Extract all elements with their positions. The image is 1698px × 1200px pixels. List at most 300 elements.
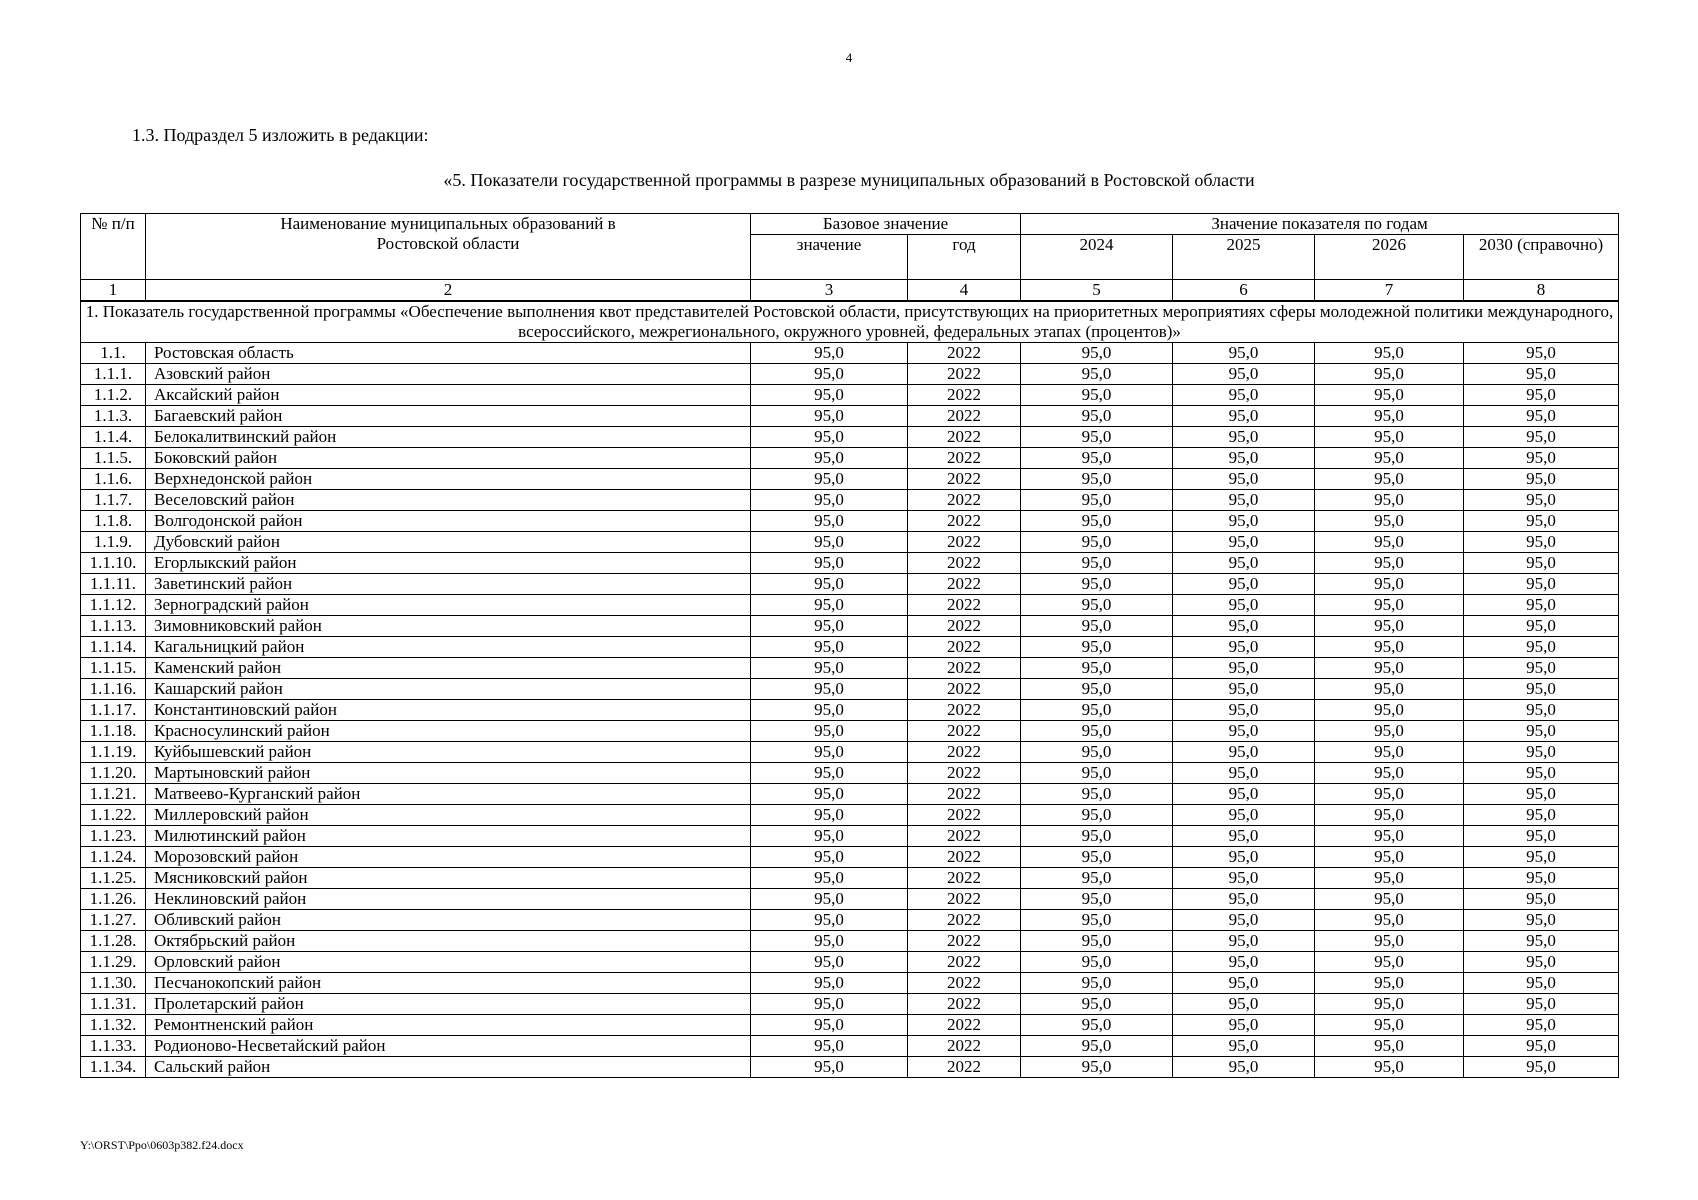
table-row bbox=[81, 532, 1619, 553]
value-2025: 95,0 bbox=[1173, 868, 1315, 889]
table-row bbox=[81, 805, 1619, 826]
municipality-name: Белокалитвинский район bbox=[146, 427, 751, 448]
row-number: 1.1.34. bbox=[81, 1057, 146, 1078]
value-2024: 95,0 bbox=[1021, 1015, 1173, 1036]
municipality-name: Верхнедонской район bbox=[146, 469, 751, 490]
table-row bbox=[81, 826, 1619, 847]
header-name: Наименование муниципальных образований в Ростовской области bbox=[146, 214, 751, 280]
value-2024: 95,0 bbox=[1021, 952, 1173, 973]
base-year: 2022 bbox=[908, 910, 1021, 931]
base-year: 2022 bbox=[908, 973, 1021, 994]
value-2030: 95,0 bbox=[1464, 1057, 1619, 1078]
table-body bbox=[81, 214, 1619, 1078]
value-2030: 95,0 bbox=[1464, 427, 1619, 448]
base-year: 2022 bbox=[908, 805, 1021, 826]
value-2025: 95,0 bbox=[1173, 343, 1315, 364]
value-2026: 95,0 bbox=[1315, 1036, 1464, 1057]
column-numbers-row bbox=[81, 280, 1619, 302]
row-number: 1.1.5. bbox=[81, 448, 146, 469]
value-2025: 95,0 bbox=[1173, 574, 1315, 595]
value-2026: 95,0 bbox=[1315, 784, 1464, 805]
base-value: 95,0 bbox=[751, 406, 908, 427]
value-2030: 95,0 bbox=[1464, 805, 1619, 826]
municipality-name: Октябрьский район bbox=[146, 931, 751, 952]
value-2024: 95,0 bbox=[1021, 658, 1173, 679]
value-2024: 95,0 bbox=[1021, 742, 1173, 763]
row-number: 1.1.4. bbox=[81, 427, 146, 448]
value-2026: 95,0 bbox=[1315, 595, 1464, 616]
municipality-name: Сальский район bbox=[146, 1057, 751, 1078]
value-2030: 95,0 bbox=[1464, 700, 1619, 721]
municipality-name: Боковский район bbox=[146, 448, 751, 469]
value-2024: 95,0 bbox=[1021, 637, 1173, 658]
value-2026: 95,0 bbox=[1315, 742, 1464, 763]
base-year: 2022 bbox=[908, 532, 1021, 553]
base-value: 95,0 bbox=[751, 1057, 908, 1078]
base-value: 95,0 bbox=[751, 700, 908, 721]
base-year: 2022 bbox=[908, 826, 1021, 847]
header-by-years: Значение показателя по годам bbox=[1021, 214, 1619, 235]
row-number: 1.1.2. bbox=[81, 385, 146, 406]
value-2025: 95,0 bbox=[1173, 448, 1315, 469]
base-value: 95,0 bbox=[751, 469, 908, 490]
municipality-name: Зерноградский район bbox=[146, 595, 751, 616]
value-2024: 95,0 bbox=[1021, 490, 1173, 511]
base-year: 2022 bbox=[908, 385, 1021, 406]
header-row-1 bbox=[81, 214, 1619, 235]
header-base: Базовое значение bbox=[751, 214, 1021, 235]
base-value: 95,0 bbox=[751, 889, 908, 910]
row-number: 1.1.26. bbox=[81, 889, 146, 910]
row-number: 1.1.12. bbox=[81, 595, 146, 616]
table-row bbox=[81, 364, 1619, 385]
row-number: 1.1.9. bbox=[81, 532, 146, 553]
value-2024: 95,0 bbox=[1021, 868, 1173, 889]
base-year: 2022 bbox=[908, 889, 1021, 910]
value-2026: 95,0 bbox=[1315, 469, 1464, 490]
base-value: 95,0 bbox=[751, 784, 908, 805]
base-year: 2022 bbox=[908, 1015, 1021, 1036]
table-row bbox=[81, 637, 1619, 658]
value-2030: 95,0 bbox=[1464, 364, 1619, 385]
row-number: 1.1.18. bbox=[81, 721, 146, 742]
row-number: 1.1.7. bbox=[81, 490, 146, 511]
value-2026: 95,0 bbox=[1315, 616, 1464, 637]
table-row bbox=[81, 742, 1619, 763]
value-2026: 95,0 bbox=[1315, 532, 1464, 553]
value-2030: 95,0 bbox=[1464, 742, 1619, 763]
row-number: 1.1.17. bbox=[81, 700, 146, 721]
value-2026: 95,0 bbox=[1315, 805, 1464, 826]
value-2026: 95,0 bbox=[1315, 700, 1464, 721]
base-year: 2022 bbox=[908, 511, 1021, 532]
value-2025: 95,0 bbox=[1173, 889, 1315, 910]
row-number: 1.1.13. bbox=[81, 616, 146, 637]
municipality-name: Азовский район bbox=[146, 364, 751, 385]
value-2030: 95,0 bbox=[1464, 343, 1619, 364]
municipality-name: Егорлыкский район bbox=[146, 553, 751, 574]
value-2024: 95,0 bbox=[1021, 847, 1173, 868]
value-2026: 95,0 bbox=[1315, 952, 1464, 973]
value-2025: 95,0 bbox=[1173, 658, 1315, 679]
row-number: 1.1.8. bbox=[81, 511, 146, 532]
row-number: 1.1.29. bbox=[81, 952, 146, 973]
value-2024: 95,0 bbox=[1021, 595, 1173, 616]
base-year: 2022 bbox=[908, 364, 1021, 385]
value-2030: 95,0 bbox=[1464, 406, 1619, 427]
municipality-name: Мясниковский район bbox=[146, 868, 751, 889]
base-value: 95,0 bbox=[751, 595, 908, 616]
value-2026: 95,0 bbox=[1315, 889, 1464, 910]
row-number: 1.1.31. bbox=[81, 994, 146, 1015]
value-2024: 95,0 bbox=[1021, 973, 1173, 994]
municipality-name: Мартыновский район bbox=[146, 763, 751, 784]
base-value: 95,0 bbox=[751, 805, 908, 826]
table-row bbox=[81, 595, 1619, 616]
base-year: 2022 bbox=[908, 679, 1021, 700]
base-year: 2022 bbox=[908, 616, 1021, 637]
value-2026: 95,0 bbox=[1315, 868, 1464, 889]
row-number: 1.1.15. bbox=[81, 658, 146, 679]
table-row bbox=[81, 658, 1619, 679]
row-number: 1.1.21. bbox=[81, 784, 146, 805]
section-title: «5. Показатели государственной программы в разрезе муниципальных образований в Ростовской области bbox=[443, 170, 1255, 190]
municipality-name: Зимовниковский район bbox=[146, 616, 751, 637]
value-2030: 95,0 bbox=[1464, 574, 1619, 595]
value-2024: 95,0 bbox=[1021, 784, 1173, 805]
value-2024: 95,0 bbox=[1021, 385, 1173, 406]
base-value: 95,0 bbox=[751, 931, 908, 952]
column-number: 7 bbox=[1315, 280, 1464, 302]
value-2024: 95,0 bbox=[1021, 931, 1173, 952]
column-number: 4 bbox=[908, 280, 1021, 302]
municipality-name: Заветинский район bbox=[146, 574, 751, 595]
table-row bbox=[81, 448, 1619, 469]
table-row bbox=[81, 994, 1619, 1015]
value-2024: 95,0 bbox=[1021, 721, 1173, 742]
value-2024: 95,0 bbox=[1021, 469, 1173, 490]
municipality-name: Веселовский район bbox=[146, 490, 751, 511]
base-year: 2022 bbox=[908, 553, 1021, 574]
base-year: 2022 bbox=[908, 406, 1021, 427]
municipality-name: Пролетарский район bbox=[146, 994, 751, 1015]
value-2030: 95,0 bbox=[1464, 763, 1619, 784]
value-2030: 95,0 bbox=[1464, 595, 1619, 616]
value-2030: 95,0 bbox=[1464, 826, 1619, 847]
table-row bbox=[81, 1015, 1619, 1036]
value-2026: 95,0 bbox=[1315, 931, 1464, 952]
value-2024: 95,0 bbox=[1021, 994, 1173, 1015]
municipality-name: Каменский район bbox=[146, 658, 751, 679]
value-2025: 95,0 bbox=[1173, 847, 1315, 868]
value-2025: 95,0 bbox=[1173, 553, 1315, 574]
base-year: 2022 bbox=[908, 490, 1021, 511]
municipality-name: Миллеровский район bbox=[146, 805, 751, 826]
row-number: 1.1.33. bbox=[81, 1036, 146, 1057]
base-value: 95,0 bbox=[751, 385, 908, 406]
value-2026: 95,0 bbox=[1315, 637, 1464, 658]
base-year: 2022 bbox=[908, 427, 1021, 448]
row-number: 1.1.28. bbox=[81, 931, 146, 952]
indicator-section-title: 1. Показатель государственной программы «Обеспечение выполнения квот представителей Ростовской области, присутствующих на приоритетных мероприятиях сферы молодежной политики международного, всероссийского, межрегионального, окружного уровней, федеральных этапах (процентов)» bbox=[81, 301, 1619, 343]
row-number: 1.1.25. bbox=[81, 868, 146, 889]
value-2030: 95,0 bbox=[1464, 679, 1619, 700]
table-row bbox=[81, 784, 1619, 805]
table-row bbox=[81, 385, 1619, 406]
value-2025: 95,0 bbox=[1173, 805, 1315, 826]
municipality-name: Красносулинский район bbox=[146, 721, 751, 742]
value-2030: 95,0 bbox=[1464, 994, 1619, 1015]
value-2025: 95,0 bbox=[1173, 595, 1315, 616]
value-2030: 95,0 bbox=[1464, 910, 1619, 931]
value-2030: 95,0 bbox=[1464, 973, 1619, 994]
base-value: 95,0 bbox=[751, 637, 908, 658]
table-row bbox=[81, 700, 1619, 721]
value-2025: 95,0 bbox=[1173, 469, 1315, 490]
row-number: 1.1.23. bbox=[81, 826, 146, 847]
table-row bbox=[81, 889, 1619, 910]
base-value: 95,0 bbox=[751, 574, 908, 595]
value-2030: 95,0 bbox=[1464, 637, 1619, 658]
value-2030: 95,0 bbox=[1464, 658, 1619, 679]
column-number: 5 bbox=[1021, 280, 1173, 302]
value-2030: 95,0 bbox=[1464, 553, 1619, 574]
value-2025: 95,0 bbox=[1173, 784, 1315, 805]
value-2026: 95,0 bbox=[1315, 658, 1464, 679]
municipality-name: Ростовская область bbox=[146, 343, 751, 364]
base-year: 2022 bbox=[908, 1057, 1021, 1078]
value-2030: 95,0 bbox=[1464, 1015, 1619, 1036]
municipality-name: Волгодонской район bbox=[146, 511, 751, 532]
table-row bbox=[81, 616, 1619, 637]
base-year: 2022 bbox=[908, 469, 1021, 490]
table-row bbox=[81, 469, 1619, 490]
base-value: 95,0 bbox=[751, 448, 908, 469]
value-2026: 95,0 bbox=[1315, 679, 1464, 700]
table-row bbox=[81, 553, 1619, 574]
value-2026: 95,0 bbox=[1315, 364, 1464, 385]
value-2025: 95,0 bbox=[1173, 427, 1315, 448]
value-2025: 95,0 bbox=[1173, 721, 1315, 742]
value-2026: 95,0 bbox=[1315, 553, 1464, 574]
base-value: 95,0 bbox=[751, 616, 908, 637]
base-year: 2022 bbox=[908, 448, 1021, 469]
value-2030: 95,0 bbox=[1464, 490, 1619, 511]
base-value: 95,0 bbox=[751, 511, 908, 532]
base-year: 2022 bbox=[908, 574, 1021, 595]
value-2025: 95,0 bbox=[1173, 931, 1315, 952]
value-2030: 95,0 bbox=[1464, 448, 1619, 469]
value-2025: 95,0 bbox=[1173, 742, 1315, 763]
table-row bbox=[81, 574, 1619, 595]
value-2025: 95,0 bbox=[1173, 994, 1315, 1015]
table-row bbox=[81, 868, 1619, 889]
table-row bbox=[81, 973, 1619, 994]
value-2024: 95,0 bbox=[1021, 889, 1173, 910]
value-2025: 95,0 bbox=[1173, 763, 1315, 784]
municipality-name: Милютинский район bbox=[146, 826, 751, 847]
value-2026: 95,0 bbox=[1315, 490, 1464, 511]
row-number: 1.1.22. bbox=[81, 805, 146, 826]
municipality-name: Багаевский район bbox=[146, 406, 751, 427]
row-number: 1.1.27. bbox=[81, 910, 146, 931]
value-2025: 95,0 bbox=[1173, 637, 1315, 658]
value-2026: 95,0 bbox=[1315, 910, 1464, 931]
value-2026: 95,0 bbox=[1315, 994, 1464, 1015]
table-row bbox=[81, 910, 1619, 931]
base-year: 2022 bbox=[908, 931, 1021, 952]
value-2025: 95,0 bbox=[1173, 1057, 1315, 1078]
intro-paragraph: 1.3. Подраздел 5 изложить в редакции: bbox=[132, 125, 429, 145]
value-2025: 95,0 bbox=[1173, 1015, 1315, 1036]
value-2024: 95,0 bbox=[1021, 574, 1173, 595]
value-2030: 95,0 bbox=[1464, 889, 1619, 910]
base-value: 95,0 bbox=[751, 763, 908, 784]
base-year: 2022 bbox=[908, 700, 1021, 721]
value-2024: 95,0 bbox=[1021, 553, 1173, 574]
value-2026: 95,0 bbox=[1315, 763, 1464, 784]
base-value: 95,0 bbox=[751, 658, 908, 679]
value-2024: 95,0 bbox=[1021, 511, 1173, 532]
municipality-name: Орловский район bbox=[146, 952, 751, 973]
row-number: 1.1.3. bbox=[81, 406, 146, 427]
value-2030: 95,0 bbox=[1464, 952, 1619, 973]
row-number: 1.1.14. bbox=[81, 637, 146, 658]
value-2026: 95,0 bbox=[1315, 847, 1464, 868]
value-2025: 95,0 bbox=[1173, 511, 1315, 532]
value-2024: 95,0 bbox=[1021, 448, 1173, 469]
value-2025: 95,0 bbox=[1173, 679, 1315, 700]
municipality-name: Ремонтненский район bbox=[146, 1015, 751, 1036]
value-2030: 95,0 bbox=[1464, 784, 1619, 805]
base-year: 2022 bbox=[908, 721, 1021, 742]
municipality-name: Обливский район bbox=[146, 910, 751, 931]
value-2025: 95,0 bbox=[1173, 973, 1315, 994]
municipality-name: Песчанокопский район bbox=[146, 973, 751, 994]
value-2030: 95,0 bbox=[1464, 469, 1619, 490]
value-2025: 95,0 bbox=[1173, 406, 1315, 427]
base-value: 95,0 bbox=[751, 364, 908, 385]
table-row bbox=[81, 952, 1619, 973]
header-2025: 2025 bbox=[1173, 235, 1315, 280]
value-2026: 95,0 bbox=[1315, 973, 1464, 994]
value-2026: 95,0 bbox=[1315, 385, 1464, 406]
value-2026: 95,0 bbox=[1315, 448, 1464, 469]
base-year: 2022 bbox=[908, 952, 1021, 973]
base-value: 95,0 bbox=[751, 742, 908, 763]
table-row bbox=[81, 847, 1619, 868]
row-number: 1.1.32. bbox=[81, 1015, 146, 1036]
value-2026: 95,0 bbox=[1315, 826, 1464, 847]
table-row bbox=[81, 931, 1619, 952]
header-2030: 2030 (справочно) bbox=[1464, 235, 1619, 280]
indicator-section-row bbox=[81, 301, 1619, 343]
municipality-name: Кашарский район bbox=[146, 679, 751, 700]
value-2025: 95,0 bbox=[1173, 1036, 1315, 1057]
value-2024: 95,0 bbox=[1021, 406, 1173, 427]
value-2024: 95,0 bbox=[1021, 1057, 1173, 1078]
header-base-value: значение bbox=[751, 235, 908, 280]
base-year: 2022 bbox=[908, 637, 1021, 658]
municipality-name: Неклиновский район bbox=[146, 889, 751, 910]
value-2024: 95,0 bbox=[1021, 343, 1173, 364]
table-row bbox=[81, 490, 1619, 511]
value-2030: 95,0 bbox=[1464, 511, 1619, 532]
municipality-name: Матвеево-Курганский район bbox=[146, 784, 751, 805]
column-number: 3 bbox=[751, 280, 908, 302]
value-2025: 95,0 bbox=[1173, 385, 1315, 406]
table-row bbox=[81, 763, 1619, 784]
value-2026: 95,0 bbox=[1315, 574, 1464, 595]
value-2024: 95,0 bbox=[1021, 616, 1173, 637]
base-value: 95,0 bbox=[751, 973, 908, 994]
value-2025: 95,0 bbox=[1173, 532, 1315, 553]
table-row bbox=[81, 1036, 1619, 1057]
row-number: 1.1.30. bbox=[81, 973, 146, 994]
municipality-name: Аксайский район bbox=[146, 385, 751, 406]
table-row bbox=[81, 406, 1619, 427]
header-num: № п/п bbox=[81, 214, 146, 280]
file-path: Y:\ORST\Ppo\0603p382.f24.docx bbox=[80, 1138, 244, 1152]
base-value: 95,0 bbox=[751, 826, 908, 847]
base-value: 95,0 bbox=[751, 553, 908, 574]
value-2026: 95,0 bbox=[1315, 427, 1464, 448]
base-value: 95,0 bbox=[751, 343, 908, 364]
value-2025: 95,0 bbox=[1173, 700, 1315, 721]
row-number: 1.1.6. bbox=[81, 469, 146, 490]
value-2024: 95,0 bbox=[1021, 364, 1173, 385]
value-2030: 95,0 bbox=[1464, 532, 1619, 553]
base-year: 2022 bbox=[908, 784, 1021, 805]
base-year: 2022 bbox=[908, 994, 1021, 1015]
base-year: 2022 bbox=[908, 847, 1021, 868]
page-number: 4 bbox=[845, 50, 853, 65]
value-2030: 95,0 bbox=[1464, 1036, 1619, 1057]
base-value: 95,0 bbox=[751, 868, 908, 889]
table-row bbox=[81, 427, 1619, 448]
value-2030: 95,0 bbox=[1464, 868, 1619, 889]
value-2026: 95,0 bbox=[1315, 406, 1464, 427]
base-value: 95,0 bbox=[751, 952, 908, 973]
base-value: 95,0 bbox=[751, 532, 908, 553]
header-base-year: год bbox=[908, 235, 1021, 280]
value-2026: 95,0 bbox=[1315, 511, 1464, 532]
municipality-name: Кагальницкий район bbox=[146, 637, 751, 658]
row-number: 1.1.16. bbox=[81, 679, 146, 700]
municipality-name: Куйбышевский район bbox=[146, 742, 751, 763]
base-value: 95,0 bbox=[751, 994, 908, 1015]
table-row bbox=[81, 679, 1619, 700]
municipality-name: Морозовский район bbox=[146, 847, 751, 868]
value-2024: 95,0 bbox=[1021, 427, 1173, 448]
indicators-table bbox=[80, 213, 1619, 1078]
value-2025: 95,0 bbox=[1173, 826, 1315, 847]
base-year: 2022 bbox=[908, 763, 1021, 784]
base-value: 95,0 bbox=[751, 490, 908, 511]
municipality-name: Родионово-Несветайский район bbox=[146, 1036, 751, 1057]
municipality-name: Константиновский район bbox=[146, 700, 751, 721]
base-year: 2022 bbox=[908, 658, 1021, 679]
base-value: 95,0 bbox=[751, 721, 908, 742]
value-2024: 95,0 bbox=[1021, 700, 1173, 721]
row-number: 1.1.10. bbox=[81, 553, 146, 574]
column-number: 6 bbox=[1173, 280, 1315, 302]
column-number: 1 bbox=[81, 280, 146, 302]
value-2025: 95,0 bbox=[1173, 910, 1315, 931]
table-row bbox=[81, 343, 1619, 364]
value-2026: 95,0 bbox=[1315, 1057, 1464, 1078]
row-number: 1.1. bbox=[81, 343, 146, 364]
